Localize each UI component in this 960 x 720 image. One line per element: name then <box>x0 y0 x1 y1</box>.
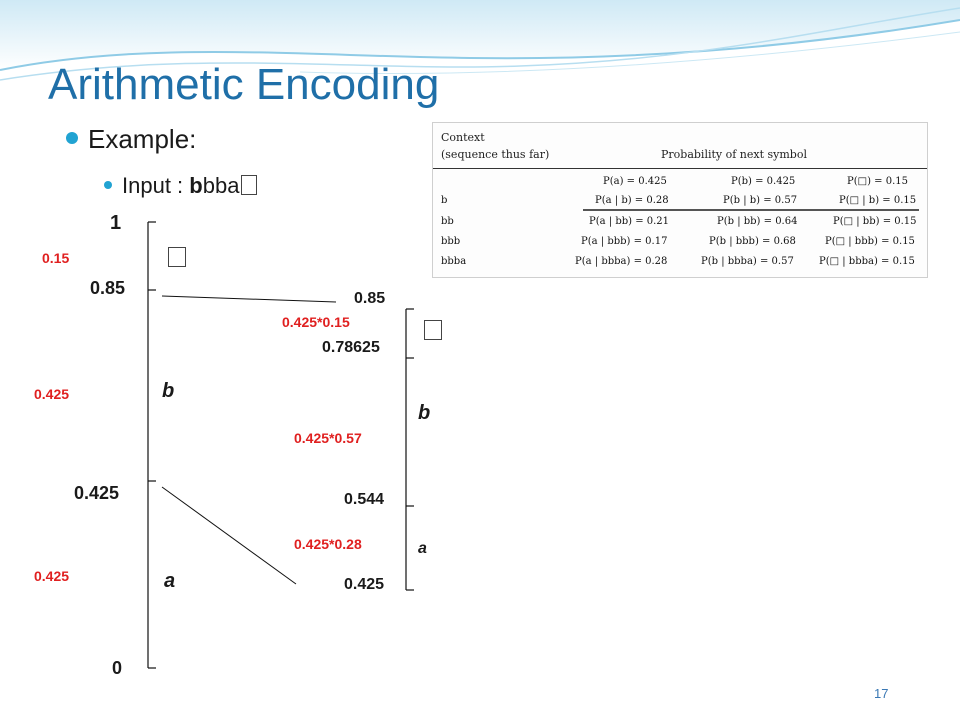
left-prob-end: 0.15 <box>42 250 70 266</box>
table-header-context: Context <box>441 131 485 144</box>
right-end-symbol-box-icon <box>424 320 442 340</box>
table-cell-pa: P(a | b) = 0.28 <box>595 195 669 206</box>
left-tick-label-0: 0 <box>112 658 123 678</box>
left-tick-label-1: 1 <box>110 212 122 234</box>
table-cell-context: bbb <box>441 236 461 247</box>
slide-title: Arithmetic Encoding <box>48 60 440 109</box>
table-cell-pb: P(b) = 0.425 <box>731 176 796 187</box>
input-prefix: Input : <box>122 173 190 198</box>
right-tick-label-085: 0.85 <box>354 290 386 307</box>
right-tick-label-078625: 0.78625 <box>322 339 380 356</box>
left-prob-a: 0.425 <box>34 568 70 584</box>
left-symbol-a: a <box>164 570 176 592</box>
table-cell-pa: P(a | bbb) = 0.17 <box>581 236 668 247</box>
table-cell-pb: P(b | b) = 0.57 <box>723 195 798 206</box>
table-rule-top <box>433 168 927 169</box>
table-header-context-sub: (sequence thus far) <box>441 148 550 161</box>
table-cell-pe: P(□ | bbba) = 0.15 <box>819 256 915 267</box>
left-tick-label-0425: 0.425 <box>74 483 120 503</box>
table-header-probability: Probability of next symbol <box>661 148 807 161</box>
table-cell-context: bbba <box>441 256 467 267</box>
table-cell-pe: P(□ | bb) = 0.15 <box>833 216 917 227</box>
table-cell-context: b <box>441 195 448 206</box>
left-end-symbol-box-icon <box>168 247 186 267</box>
left-symbol-b: b <box>162 380 175 402</box>
right-product-end: 0.425*0.15 <box>282 314 350 330</box>
zoom-connector-top <box>162 296 336 302</box>
table-cell-pe: P(□ | b) = 0.15 <box>839 195 917 206</box>
right-tick-label-0425: 0.425 <box>344 576 385 593</box>
input-rest: bba <box>202 173 240 198</box>
zoom-connector-bottom <box>162 487 296 584</box>
right-symbol-b: b <box>418 402 431 424</box>
table-row-underline <box>583 209 919 211</box>
right-symbol-a: a <box>418 540 427 557</box>
table-cell-pb: P(b | bbba) = 0.57 <box>701 256 794 267</box>
table-cell-pe: P(□ | bbb) = 0.15 <box>825 236 915 247</box>
page-number: 17 <box>874 686 889 701</box>
right-product-a: 0.425*0.28 <box>294 536 362 552</box>
table-cell-context: bb <box>441 216 454 227</box>
right-tick-label-0544: 0.544 <box>344 491 385 508</box>
table-cell-pa: P(a | bbba) = 0.28 <box>575 256 668 267</box>
left-tick-label-085: 0.85 <box>90 278 126 298</box>
input-bold-symbol: b <box>189 173 203 198</box>
table-cell-pb: P(b | bbb) = 0.68 <box>709 236 796 247</box>
right-product-b: 0.425*0.57 <box>294 430 362 446</box>
probability-table <box>432 122 928 278</box>
bullet-example-text: Example: <box>88 124 197 154</box>
table-cell-pa: P(a) = 0.425 <box>603 176 667 187</box>
table-cell-pa: P(a | bb) = 0.21 <box>589 216 670 227</box>
table-cell-pe: P(□) = 0.15 <box>847 176 908 187</box>
left-prob-b: 0.425 <box>34 386 70 402</box>
table-cell-pb: P(b | bb) = 0.64 <box>717 216 798 227</box>
